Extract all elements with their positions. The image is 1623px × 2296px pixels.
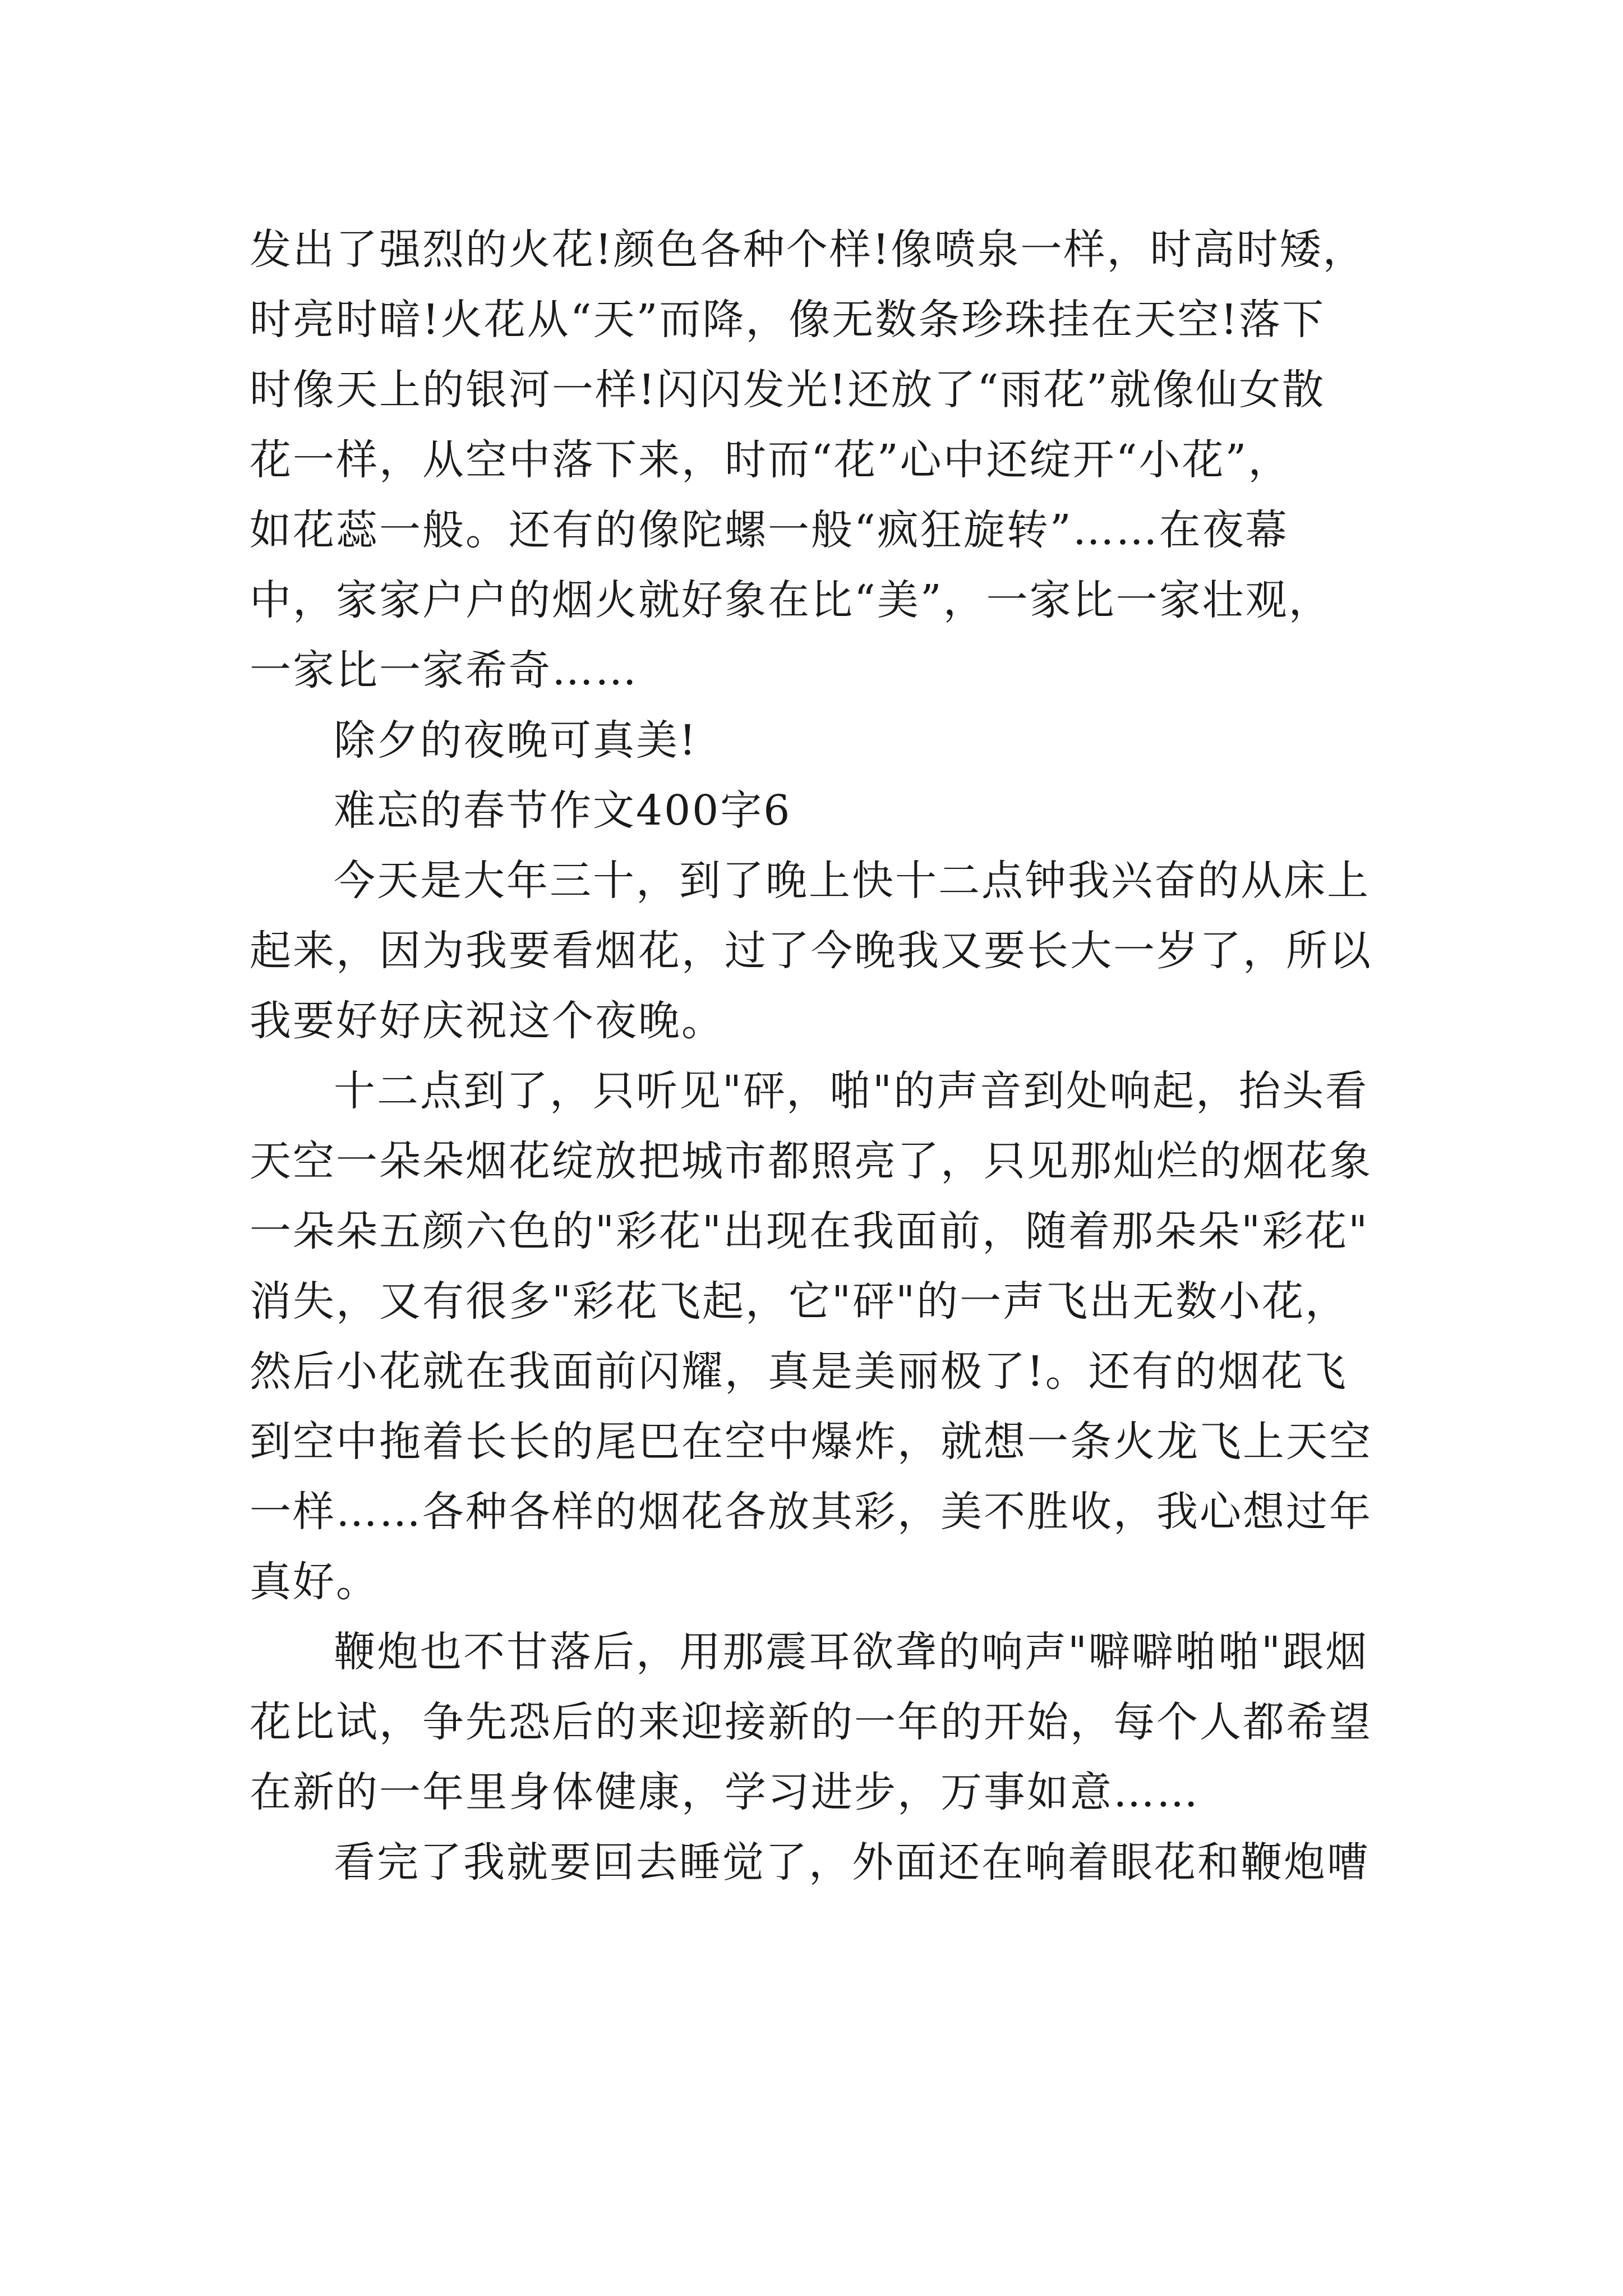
text-line: 到空中拖着长长的尾巴在空中爆炸，就想一条火龙飞上天空 <box>250 1418 1372 1466</box>
text-line: 天空一朵朵烟花绽放把城市都照亮了，只见那灿烂的烟花象 <box>250 1137 1372 1185</box>
text-line: 看完了我就要回去睡觉了，外面还在响着眼花和鞭炮嘈 <box>334 1838 1370 1887</box>
text-line: 鞭炮也不甘落后，用那震耳欲聋的响声"噼噼啪啪"跟烟 <box>334 1628 1369 1676</box>
text-line: 我要好好庆祝这个夜晚。 <box>250 997 725 1045</box>
text-line: 今天是大年三十，到了晚上快十二点钟我兴奋的从床上 <box>334 857 1370 905</box>
text-line: 一朵朵五颜六色的"彩花"出现在我面前，随着那朵朵"彩花" <box>250 1207 1370 1255</box>
text-line: 真好。 <box>250 1558 379 1606</box>
text-line: 消失，又有很多"彩花飞起，它"砰"的一声飞出无数小花， <box>250 1277 1349 1326</box>
text-line: 除夕的夜晚可真美! <box>334 716 698 765</box>
text-line: 中，家家户户的烟火就好象在比“美”，一家比一家壮观， <box>250 576 1332 624</box>
text-line: 起来，因为我要看烟花，过了今晚我又要长大一岁了，所以 <box>250 927 1372 975</box>
text-line: 十二点到了，只听见"砰，啪"的声音到处响起，抬头看 <box>334 1067 1369 1115</box>
text-line: 时亮时暗!火花从“天”而降，像无数条珍珠挂在天空!落下 <box>250 296 1326 344</box>
text-line: 一样……各种各样的烟花各放其彩，美不胜收，我心想过年 <box>250 1488 1372 1536</box>
section-heading: 难忘的春节作文400字6 <box>334 786 792 835</box>
text-line: 然后小花就在我面前闪耀，真是美丽极了!。还有的烟花飞 <box>250 1347 1348 1396</box>
text-line: 一家比一家希奇…… <box>250 646 638 694</box>
text-line: 在新的一年里身体健康，学习进步，万事如意…… <box>250 1768 1200 1816</box>
text-line: 发出了强烈的火花!颜色各种个样!像喷泉一样，时高时矮， <box>250 226 1366 274</box>
text-line: 时像天上的银河一样!闪闪发光!还放了“雨花”就像仙女散 <box>250 366 1326 414</box>
text-line: 花比试，争先恐后的来迎接新的一年的开始，每个人都希望 <box>250 1698 1372 1746</box>
text-line: 花一样，从空中落下来，时而“花”心中还绽开“小花”， <box>250 436 1292 484</box>
text-line: 如花蕊一般。还有的像陀螺一般“疯狂旋转”……在夜幕 <box>250 506 1289 554</box>
